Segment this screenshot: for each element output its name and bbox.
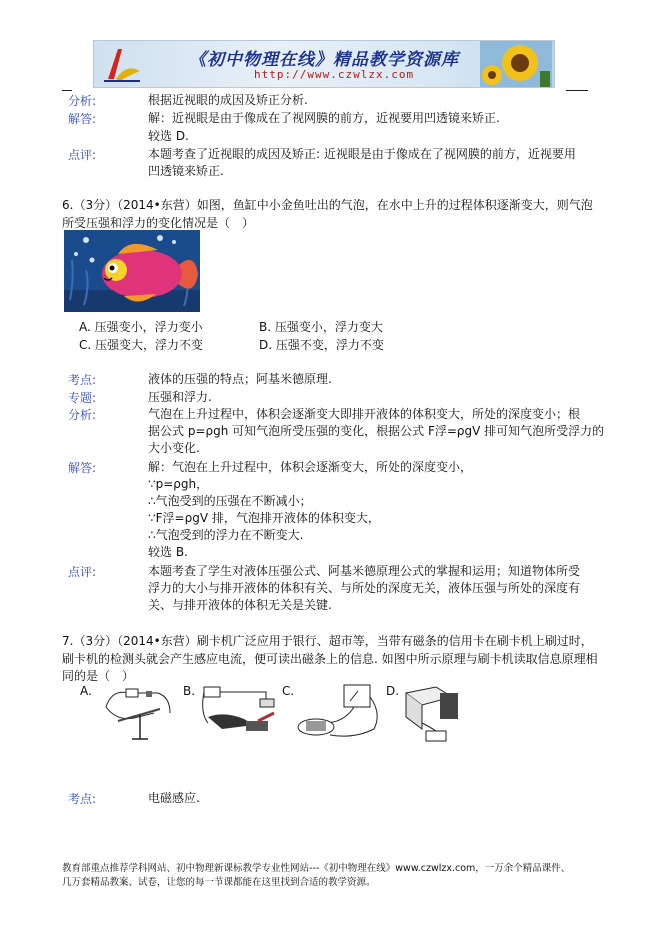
q5-answer-line: 解：近视眼是由于像成在了视网膜的前方，近视要用凹透镜来矫正. [148,111,500,125]
q6-comment-label: 点评: [68,565,97,579]
q6-kaodian-label: 考点: [68,373,97,387]
q7-stem-line: 同的是（ ） [62,669,135,683]
header-banner [93,40,555,88]
q5-analysis: 根据近视眼的成因及矫正分析. [148,93,308,107]
q6-answer-line: 较选 B. [148,545,188,559]
q7-fig-b-circuit [194,683,286,745]
q6-option-c: C. 压强变大，浮力不变 [79,338,204,352]
sunflower-image [480,41,552,87]
q6-zhuanti: 压强和浮力. [148,390,212,404]
header-rule-left [62,90,72,91]
q5-comment-line: 凹透镜来矫正. [148,164,224,178]
q7-fig-d-circuit [396,683,466,745]
site-logo [100,43,144,85]
q5-answer-line: 较选 D. [148,129,189,143]
q6-analysis-line: 大小变化. [148,441,200,455]
q6-analysis-line: 据公式 p=ρgh 可知气泡所受压强的变化，根据公式 F浮=ρgV 排可知气泡所受浮力的 [148,424,605,438]
goldfish-image [64,230,200,312]
q5-comment-line: 本题考查了近视眼的成因及矫正: 近视眼是由于像成在了视网膜的前方，近视要用 [148,147,576,161]
q6-stem-line: 6.（3分）（2014•东营）如图，鱼缸中小金鱼吐出的气泡，在水中上升的过程体积逐渐变大，则气泡 [62,198,593,212]
q6-answer-line: ∴气泡受到的浮力在不断变大. [148,528,304,542]
q7-kaodian-label: 考点: [68,792,97,806]
q6-option-d: D. 压强不变，浮力不变 [259,338,384,352]
q6-kaodian: 液体的压强的特点；阿基米德原理. [148,372,332,386]
q5-comment-label: 点评: [68,148,97,162]
q6-answer-label: 解答: [68,461,97,475]
q6-comment-line: 浮力的大小与排开液体的体积有关、与所处的深度无关，液体压强与所处的深度有 [148,581,581,595]
site-url: http://www.czwlzx.com [254,68,415,81]
q6-answer-line: 解：气泡在上升过程中，体积会逐渐变大，所处的深度变小， [148,460,473,474]
q6-analysis-label: 分析: [68,408,97,422]
footer-line: 几万套精品教案、试卷，让您的每一节课都能在这里找到合适的教学资源。 [62,877,376,888]
q7-stem-line: 7.（3分）（2014•东营）刷卡机广泛应用于银行、超市等，当带有磁条的信用卡在刷卡机上刷过时， [62,634,593,648]
q6-stem-line: 所受压强和浮力的变化情况是（ ） [62,216,255,230]
q6-zhuanti-label: 专题: [68,391,97,405]
page-footer [62,862,570,890]
q5-analysis-label: 分析: [68,94,97,108]
q7-fig-b-label: B. [183,684,196,698]
q7-fig-d-label: D. [386,684,400,698]
q6-answer-line: ∵F浮=ρgV 排，气泡排开液体的体积变大， [148,511,380,525]
q6-answer-line: ∴气泡受到的压强在不断减小； [148,494,312,508]
q6-answer-line: ∵p=ρgh， [148,477,209,491]
q7-kaodian: 电磁感应. [148,791,200,805]
q6-analysis-line: 气泡在上升过程中，体积会逐渐变大即排开液体的体积变大，所处的深度变小；根 [148,407,581,421]
q5-answer-label: 解答: [68,112,97,126]
q6-comment-line: 关、与排开液体的体积无关是关键. [148,598,332,612]
q7-fig-c-label: C. [282,684,295,698]
q7-stem-line: 刷卡机的检测头就会产生感应电流，便可读出磁条上的信息. 如图中所示原理与刷卡机读取信息原理相 [62,652,598,666]
q7-fig-c-circuit [294,683,384,745]
footer-line: 教育部重点推荐学科网站、初中物理新课标教学专业性网站---《初中物理在线》www.czwlzx.com，一万余个精品课件、 [62,863,571,874]
header-rule-right [566,90,588,91]
q6-option-a: A. 压强变小，浮力变小 [79,320,203,334]
q7-fig-a-label: A. [80,684,92,698]
q7-fig-a-circuit [98,683,180,745]
q6-option-b: B. 压强变小，浮力变大 [259,320,383,334]
q6-comment-line: 本题考查了学生对液体压强公式、阿基米德原理公式的掌握和运用；知道物体所受 [148,564,581,578]
site-title: 《初中物理在线》精品教学资源库 [189,50,459,70]
